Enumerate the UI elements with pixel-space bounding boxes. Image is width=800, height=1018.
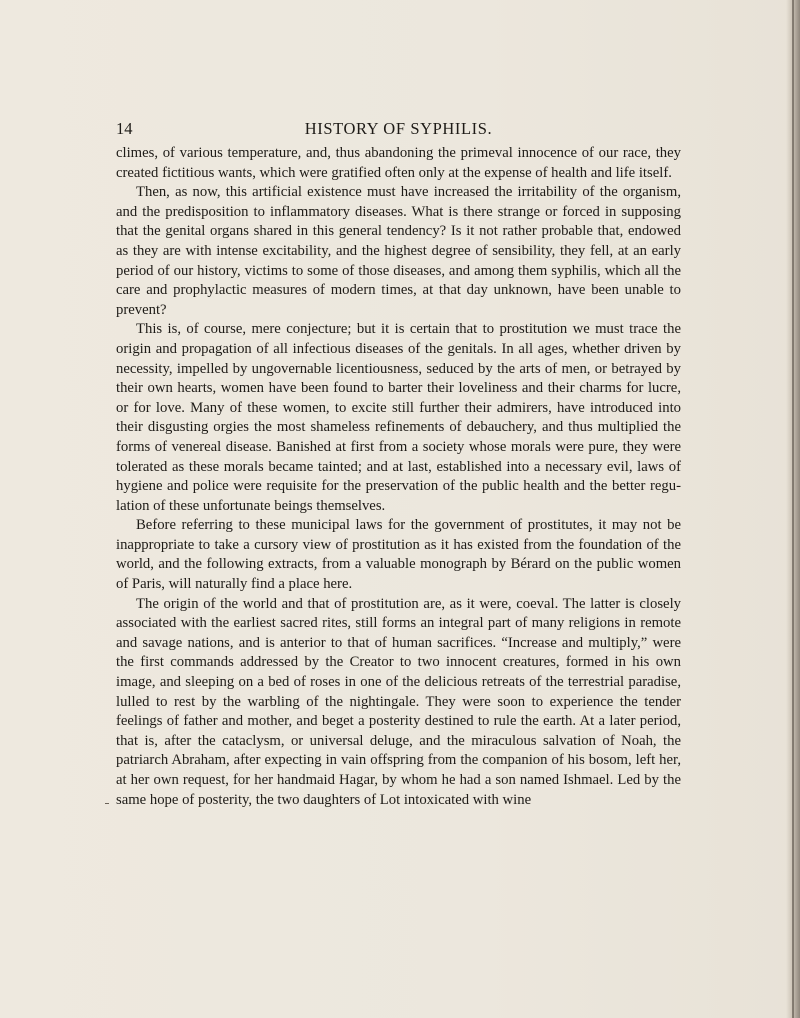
page-edge-line <box>792 0 794 1018</box>
body-text <box>116 144 681 810</box>
page-number: 14 <box>116 119 133 138</box>
paragraph: The origin of the world and that of prostitution are, as it were, coeval. The latter is closely associated with the earliest sacred rites, still forms an integral part of many religions in remote and savage nations, and is anterior to that of human sacrifices. “Increase and multiply,” were the first commands addressed by the Creator to two innocent creatures, formed in his own image, and sleeping on a bed of roses in one of the delicious retreats of the terrestrial paradise, lulled to rest by the warbling of the nightingale. They were soon to experience the tender feelings of father and mother, and beget a posterity destined to rule the earth. At a later period, that is, after the cataclysm, or universal deluge, and the miraculous salvation of Noah, the patriarch Abraham, after expecting in vain offspring from the companion of his bosom, left her, at her own request, for her handmaid Hagar, by whom he had a son named Ishmael. Led by the same hope of posterity, the two daughters of Lot intoxicated with wine <box>116 595 681 808</box>
running-title: HISTORY OF SYPHILIS. <box>304 119 493 138</box>
paragraph: Then, as now, this artificial existence must have increased the irritability of the organism, and the predisposition to inflammatory diseases. What is there strange or forced in supposing that the genital organs shared in this general tendency? Is it not rather probable that, endowed as they are with intense excitability, and the highest degree of sensibility, they fell, at an early period of our history, victims to some of those diseases, and among them syphilis, which all the care and prophylactic measures of modern times, at that day unknown, have been unable to prevent? <box>116 184 681 318</box>
paragraph: This is, of course, mere conjecture; but it is certain that to prostitution we must trace the origin and propagation of all infectious diseases of the genitals. In all ages, whether driven by necessity, impelled by ungovernable licentiousness, seduced by the arts of men, or betrayed by their own hearts, women have been found to barter their loveliness and their charms for lucre, or for love. Many of these women, to excite still further their admirers, have introduced into their disgusting orgies the most shameless refinements of debauchery, and thus multiplied the forms of venereal disease. Banished at first from a society whose morals were pure, they were tolerated as these morals became tainted; and at last, established into a necessary evil, laws of hygiene and police were requisite for the preservation of the public health and the better regulation of these unfortunate beings themselves. <box>116 321 681 514</box>
paragraph: Before referring to these municipal laws for the government of prostitutes, it may not be inappropriate to take a cursory view of prostitution as it has existed from the foundation of the world, and the following extracts, from a valuable monograph by Bérard on the public women of Paris, will naturally find a place here. <box>116 517 681 593</box>
paragraph: climes, of various temperature, and, thus abandoning the primeval innocence of our race, they created fictitious wants, which were gratified often only at the expense of health and life itself. <box>116 145 681 181</box>
page-header <box>116 119 681 141</box>
margin-mark <box>105 803 109 804</box>
